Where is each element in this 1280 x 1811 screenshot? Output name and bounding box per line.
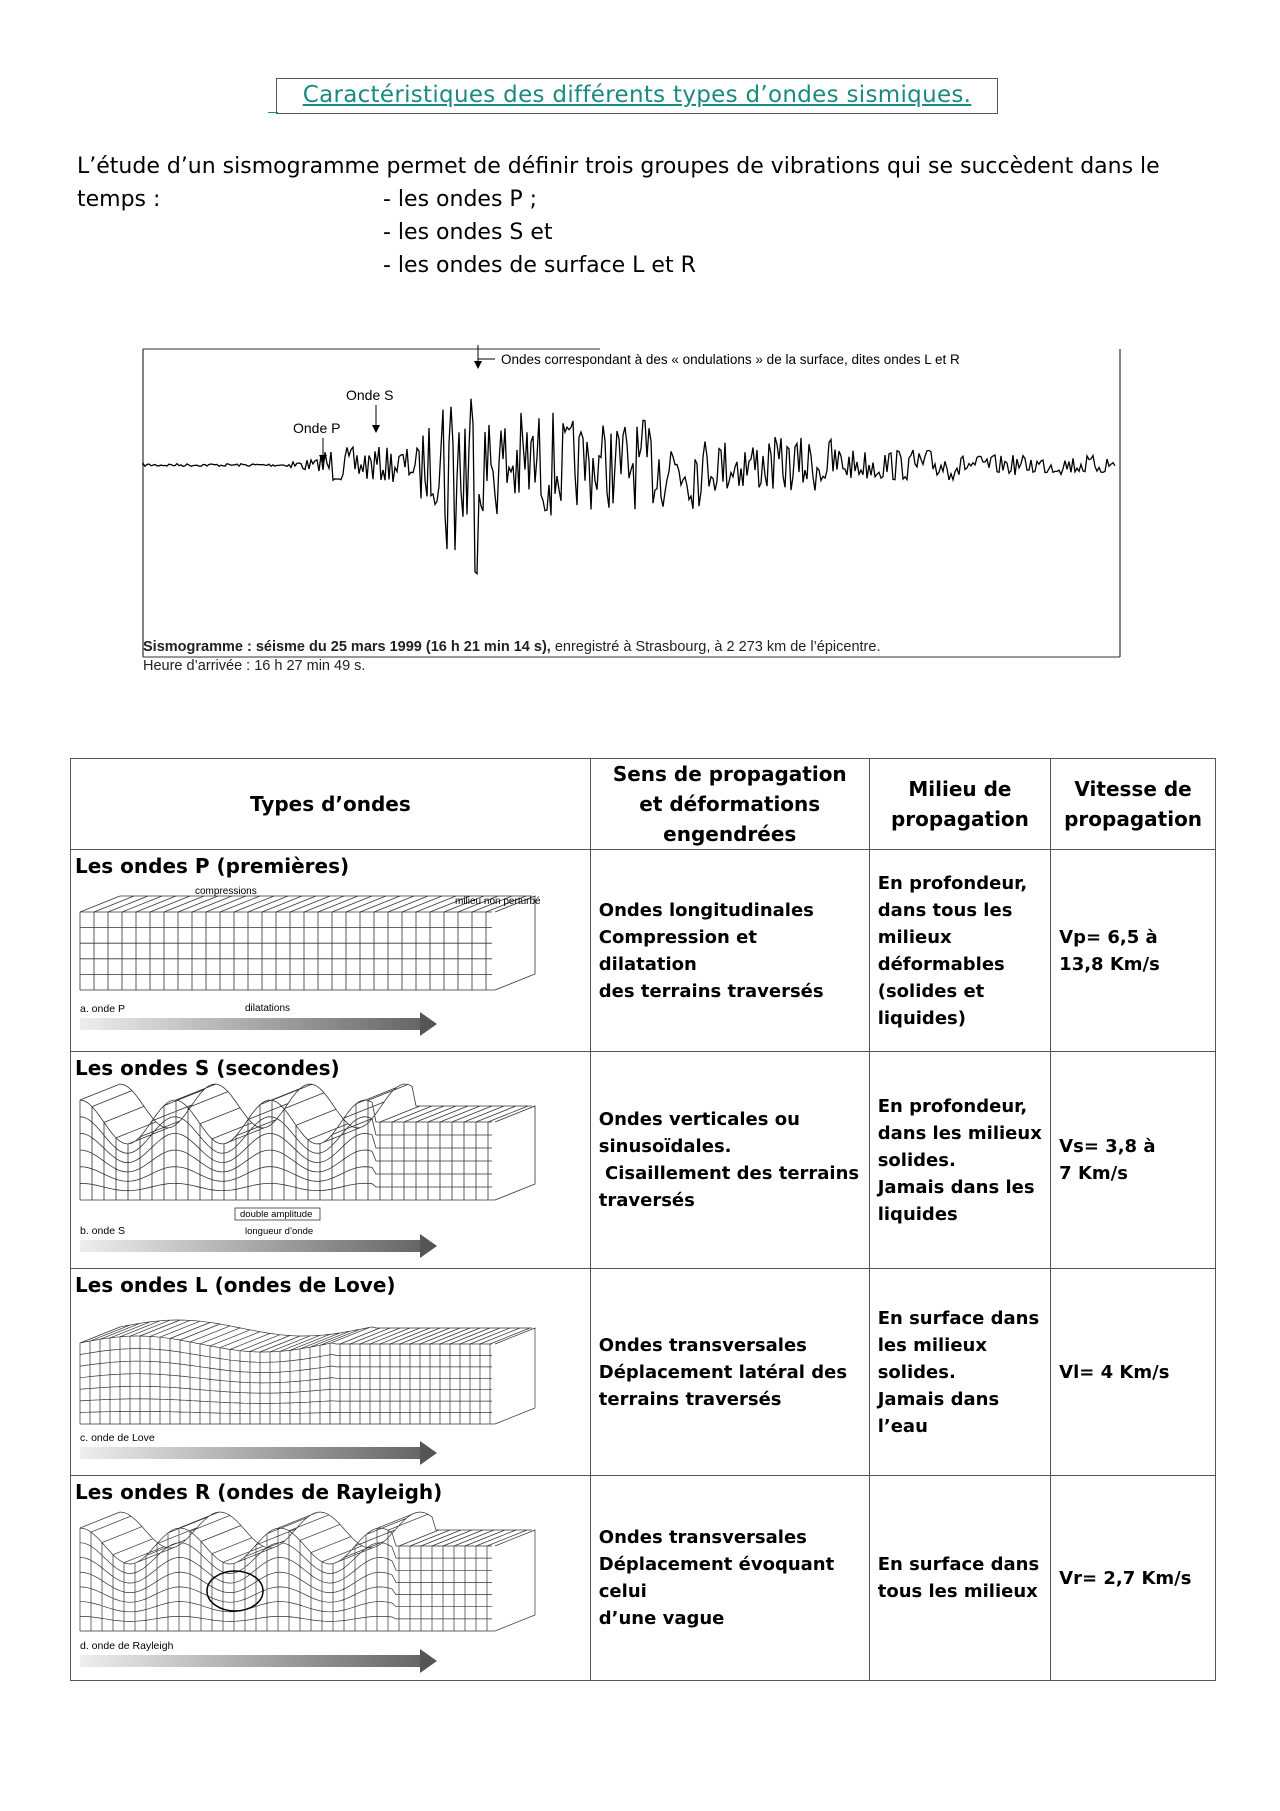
block-grid-lines <box>80 1084 535 1200</box>
milieu-line: Jamais dans les <box>877 1176 1035 1198</box>
cell-type-s <box>71 1052 591 1269</box>
seismogram-figure <box>140 320 1125 690</box>
list-item: - les ondes S et <box>383 220 553 245</box>
sens-line: d’une vague <box>598 1608 725 1629</box>
vitesse-line: 13,8 Km/s <box>1059 953 1160 975</box>
sens-line: terrains traversés <box>598 1388 782 1410</box>
cell-milieu-l <box>869 1269 1050 1476</box>
type-title-l: Les ondes L (ondes de Love) <box>75 1273 396 1297</box>
propagation-arrow-p <box>80 1018 420 1030</box>
cell-vitesse-s <box>1051 1052 1216 1269</box>
onde-s-arrow-icon <box>372 425 380 433</box>
milieu-line: liquides <box>877 1203 958 1225</box>
block-grid-lines <box>80 896 535 990</box>
milieu-line: déformables <box>877 953 1005 975</box>
arrow-head-icon <box>420 1441 437 1465</box>
milieu-line: dans tous les <box>877 899 1013 921</box>
seismogram-caption <box>143 638 880 676</box>
milieu-line: En surface dans <box>877 1554 1040 1575</box>
arrow-head-icon <box>420 1012 437 1036</box>
diagram-onde-p <box>75 880 575 1045</box>
cell-type-l <box>71 1269 591 1476</box>
sens-line: Ondes transversales <box>598 1334 807 1356</box>
cell-sens-l <box>590 1269 869 1476</box>
cell-type-p <box>71 850 591 1052</box>
milieu-line: En surface dans <box>877 1307 1040 1329</box>
sens-line: sinusoïdales. <box>598 1136 732 1157</box>
header-types: Types d’ondes <box>71 759 591 850</box>
arrow-head-icon <box>420 1649 437 1673</box>
cell-sens-p <box>590 850 869 1052</box>
type-title-s: Les ondes S (secondes) <box>75 1056 340 1080</box>
vitesse-line: Vl= 4 Km/s <box>1059 1361 1170 1383</box>
page-title: Caractéristiques des différents types d’ondes sismiques. <box>302 82 972 108</box>
header-milieu: Milieu de propagation <box>869 759 1050 850</box>
diagram-label-r: d. onde de Rayleigh <box>80 1640 174 1652</box>
sens-line: traversés <box>598 1190 695 1211</box>
header-vitesse: Vitesse de propagation <box>1051 759 1216 850</box>
sens-line: des terrains traversés <box>598 980 824 1002</box>
intro-line-2: temps : <box>77 187 161 212</box>
propagation-arrow-l <box>80 1447 420 1459</box>
cell-milieu-r <box>869 1476 1050 1681</box>
vitesse-line: Vr= 2,7 Km/s <box>1059 1567 1192 1589</box>
milieu-line: tous les milieux <box>877 1581 1038 1602</box>
waves-table <box>70 758 1216 1681</box>
milieu-line: (solides et <box>877 980 985 1002</box>
diagram-label-l: c. onde de Love <box>80 1432 155 1444</box>
vitesse-line: 7 Km/s <box>1059 1163 1128 1184</box>
caption-line-2: Heure d’arrivée : 16 h 27 min 49 s. <box>143 658 366 674</box>
table-header-row <box>71 759 1216 850</box>
particle-orbit-icon <box>207 1571 263 1611</box>
title-underline <box>268 112 278 113</box>
cell-vitesse-p <box>1051 850 1216 1052</box>
intro-line-1: L’étude d’un sismogramme permet de définir trois groupes de vibrations qui se succèdent dans le <box>77 154 1160 179</box>
block-grid-lines <box>80 1320 535 1424</box>
arrow-head-icon <box>420 1234 437 1258</box>
sens-line: Déplacement évoquant celui <box>598 1554 835 1602</box>
diagram-label-p: a. onde P <box>80 1003 125 1015</box>
milieu-line: les milieux <box>877 1334 987 1356</box>
milieu-line: milieux <box>877 926 952 948</box>
milieu-line: liquides) <box>877 1007 966 1029</box>
vitesse-line: Vp= 6,5 à <box>1059 926 1158 948</box>
propagation-arrow-s <box>80 1240 420 1252</box>
label-onde-p: Onde P <box>293 420 341 436</box>
sens-line: Ondes longitudinales <box>598 899 814 921</box>
seismogram-trace <box>143 399 1115 574</box>
milieu-line: solides. <box>877 1149 956 1171</box>
milieu-line: dans les milieux <box>877 1122 1042 1144</box>
wave-list <box>383 183 696 282</box>
table-row <box>71 1476 1216 1681</box>
caption-bold: Sismogramme : séisme du 25 mars 1999 (16 h 21 min 14 s), <box>143 639 551 655</box>
header-sens: Sens de propagation et déformations engendrées <box>590 759 869 850</box>
label-surface-waves: Ondes correspondant à des « ondulations » de la surface, dites ondes L et R <box>501 352 960 367</box>
note-dilatations: dilatations <box>245 1003 291 1014</box>
list-item: - les ondes de surface L et R <box>383 253 696 278</box>
surface-arrow-icon <box>474 361 482 369</box>
note-milieu: milieu non perturbé <box>455 896 541 907</box>
propagation-arrow-r <box>80 1655 420 1667</box>
cell-vitesse-r <box>1051 1476 1216 1681</box>
sens-line: Ondes transversales <box>598 1527 807 1548</box>
diagram-onde-rayleigh <box>75 1506 575 1676</box>
sens-line: Ondes verticales ou <box>598 1109 800 1130</box>
note-compressions: compressions <box>195 886 257 897</box>
table-row <box>71 1269 1216 1476</box>
milieu-line: En profondeur, <box>877 872 1028 894</box>
milieu-line: solides. <box>877 1361 956 1383</box>
sens-line: Compression et dilatation <box>598 926 757 975</box>
vitesse-line: Vs= 3,8 à <box>1059 1136 1156 1157</box>
diagram-label-s: b. onde S <box>80 1225 125 1237</box>
table-row <box>71 1052 1216 1269</box>
cell-milieu-s <box>869 1052 1050 1269</box>
milieu-line: En profondeur, <box>877 1095 1028 1117</box>
milieu-line: Jamais dans l’eau <box>877 1388 1000 1437</box>
cell-vitesse-l <box>1051 1269 1216 1476</box>
block-grid-lines <box>80 1512 535 1631</box>
page-title-box <box>276 78 998 114</box>
note-double-amplitude: double amplitude <box>240 1209 313 1220</box>
cell-type-r <box>71 1476 591 1681</box>
type-title-r: Les ondes R (ondes de Rayleigh) <box>75 1480 443 1504</box>
cell-milieu-p <box>869 850 1050 1052</box>
sens-line: Déplacement latéral des <box>598 1361 848 1383</box>
sens-line: Cisaillement des terrains <box>598 1163 860 1184</box>
cell-sens-r <box>590 1476 869 1681</box>
note-longueur-onde: longueur d’onde <box>245 1226 314 1237</box>
diagram-onde-s <box>75 1082 575 1262</box>
label-onde-s: Onde S <box>346 387 394 403</box>
cell-sens-s <box>590 1052 869 1269</box>
table-row <box>71 850 1216 1052</box>
type-title-p: Les ondes P (premières) <box>75 854 350 878</box>
diagram-onde-love <box>75 1299 575 1469</box>
list-item: - les ondes P ; <box>383 187 538 212</box>
caption-rest: enregistré à Strasbourg, à 2 273 km de l’épicentre. <box>550 639 881 655</box>
